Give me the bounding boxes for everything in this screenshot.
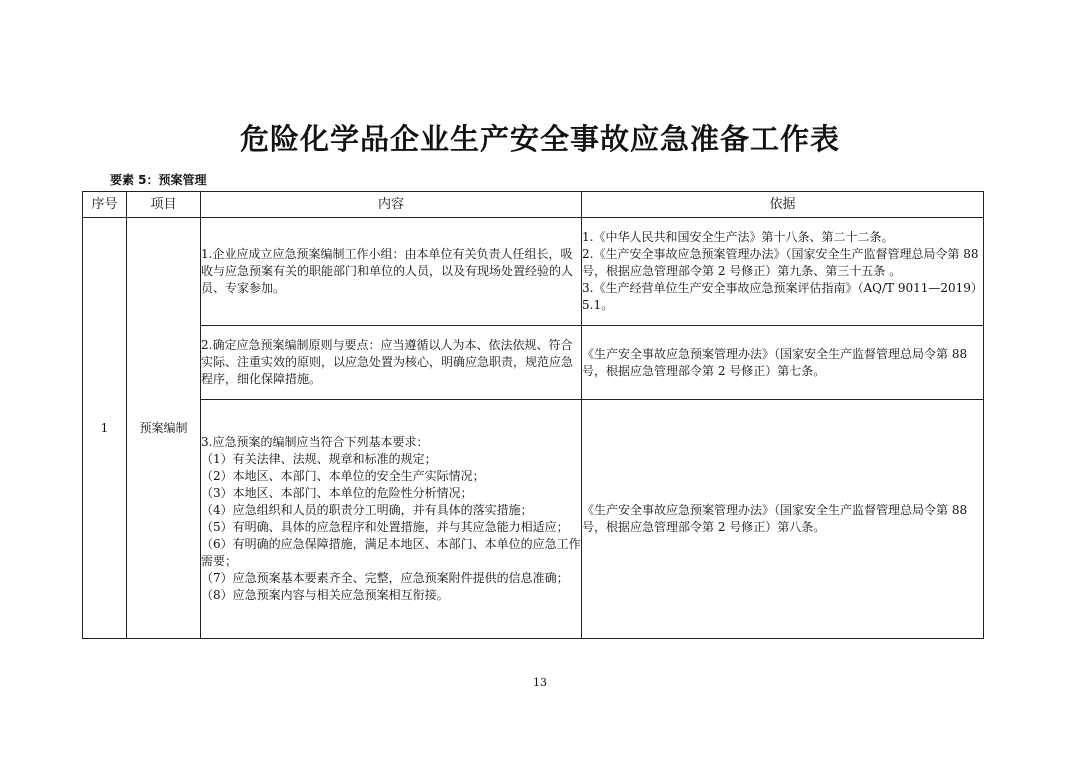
basis-text: 2.《生产安全事故应急预案管理办法》（国家安全生产监督管理总局令第 88 号，根据应急管理部令第 2 号修正）第九条、第三十五条 。 <box>582 247 979 278</box>
content-text: （8）应急预案内容与相关应急预案相互衔接。 <box>201 588 449 602</box>
content-text: （4）应急组织和人员的职责分工明确，并有具体的落实措施； <box>201 503 533 517</box>
item-cell: 预案编制 <box>127 218 201 639</box>
element-label: 要素 5：预案管理 <box>110 173 207 187</box>
header-content: 内容 <box>201 192 582 218</box>
work-table <box>82 191 984 639</box>
content-text: （2）本地区、本部门、本单位的安全生产实际情况； <box>201 469 485 483</box>
content-text: （5）有明确、具体的应急程序和处置措施，并与其应急能力相适应； <box>201 520 569 534</box>
content-text: （1）有关法律、法规、规章和标准的规定； <box>201 452 437 466</box>
header-basis: 依据 <box>582 192 984 218</box>
header-seq: 序号 <box>83 192 127 218</box>
content-cell <box>201 326 582 400</box>
content-text: （6）有明确的应急保障措施，满足本地区、本部门、本单位的应急工作需要； <box>201 537 581 568</box>
table-row <box>83 218 984 326</box>
table-row <box>83 400 984 639</box>
content-text: （7）应急预案基本要素齐全、完整，应急预案附件提供的信息准确； <box>201 571 569 585</box>
page-title: 危险化学品企业生产安全事故应急准备工作表 <box>239 122 840 156</box>
table-header-row <box>83 192 984 218</box>
basis-text: 《生产安全事故应急预案管理办法》（国家安全生产监督管理总局令第 88 号，根据应急管理部令第 2 号修正）第八条。 <box>582 503 968 534</box>
content-text: 1.企业应成立应急预案编制工作小组：由本单位有关负责人任组长，吸收与应急预案有关的职能部门和单位的人员，以及有现场处置经验的人员、专家参加。 <box>201 247 574 295</box>
basis-cell <box>582 400 984 639</box>
content-text: 2.确定应急预案编制原则与要点：应当遵循以人为本、依法依规、符合实际、注重实效的原则，以应急处置为核心，明确应急职责，规范应急程序，细化保障措施。 <box>201 338 574 386</box>
content-cell <box>201 400 582 639</box>
basis-text: 1.《中华人民共和国安全生产法》第十八条、第二十二条。 <box>582 230 894 244</box>
seq-cell: 1 <box>83 218 127 639</box>
content-text: 3.应急预案的编制应当符合下列基本要求： <box>201 435 429 449</box>
page-number: 13 <box>533 676 547 689</box>
basis-cell <box>582 218 984 326</box>
content-cell <box>201 218 582 326</box>
header-item: 项目 <box>127 192 201 218</box>
table-row <box>83 326 984 400</box>
basis-text: 3.《生产经营单位生产安全事故应急预案评估指南》（AQ/T 9011—2019）5.1。 <box>582 281 983 312</box>
basis-text: 《生产安全事故应急预案管理办法》（国家安全生产监督管理总局令第 88 号，根据应急管理部令第 2 号修正）第七条。 <box>582 346 968 378</box>
basis-cell <box>582 326 984 400</box>
content-text: （3）本地区、本部门、本单位的危险性分析情况； <box>201 486 473 500</box>
